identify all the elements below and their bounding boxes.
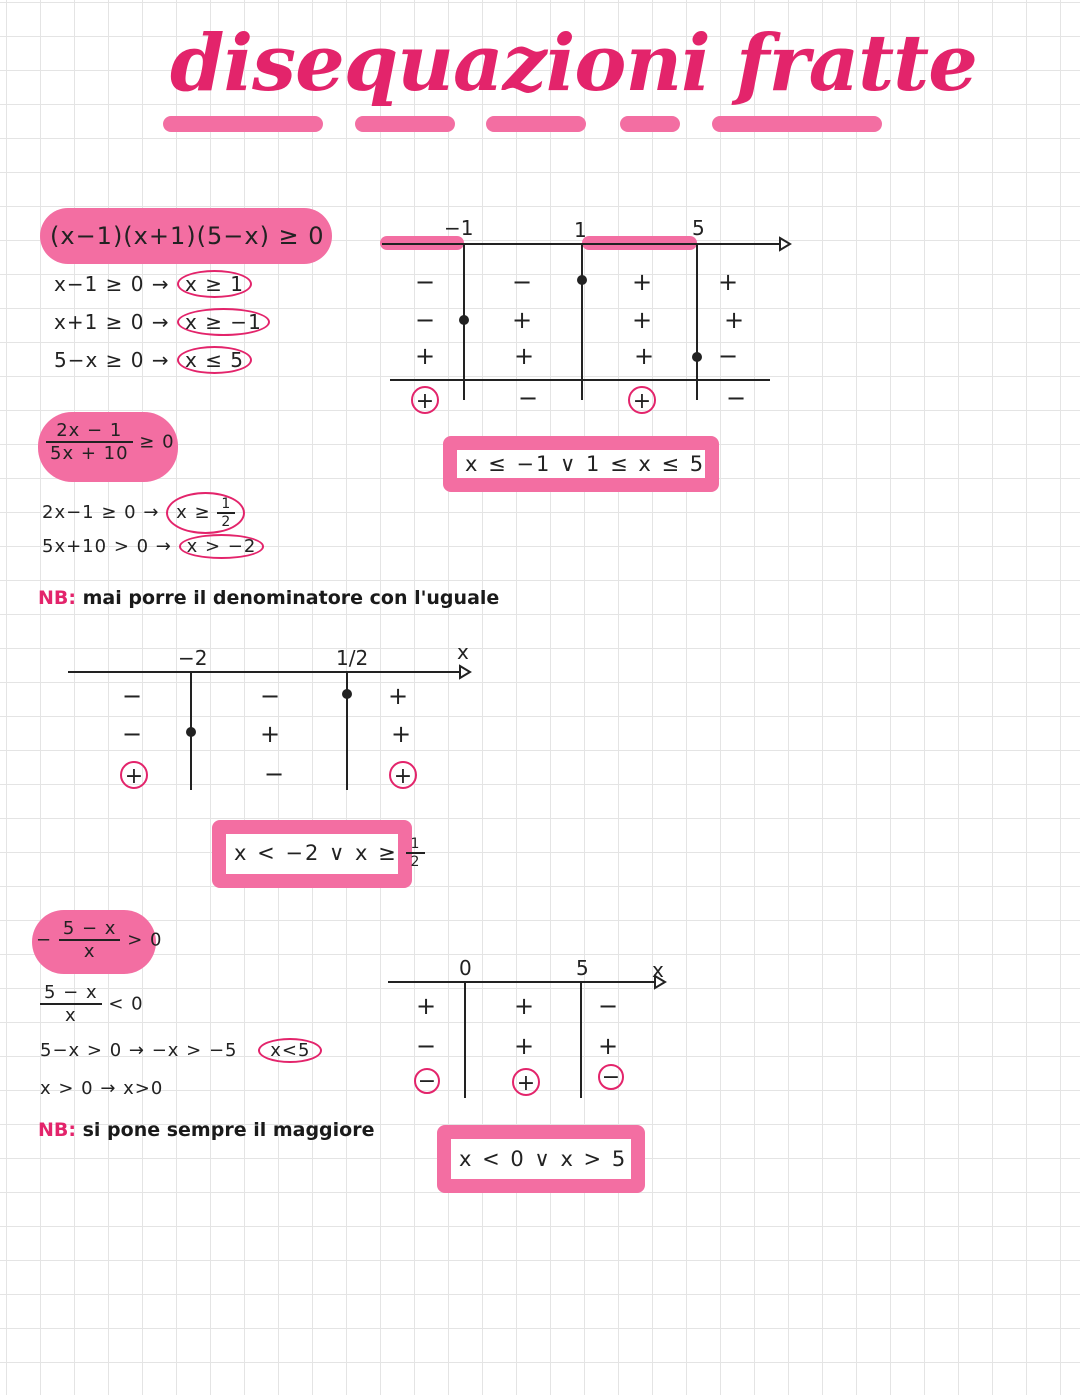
ex2-step-1-result — [166, 492, 245, 534]
ex1-tick-2: 1 — [574, 218, 587, 242]
ex3-note — [38, 1119, 374, 1141]
ex1-sign-r3c2: + — [513, 342, 535, 370]
ex1-sign-r3c3: + — [633, 342, 655, 370]
ex3-step-1 — [40, 1040, 322, 1061]
ex2-answer-num: 1 — [406, 836, 425, 854]
ex2-sign-r2c2: + — [259, 720, 281, 748]
ex2-inequality — [46, 420, 175, 464]
ex2-result-c1: + — [120, 761, 148, 789]
ex1-sign-r3c1: + — [414, 342, 436, 370]
ex2-answer-frac — [406, 836, 425, 870]
ex1-sign-r2c1: − — [414, 306, 436, 334]
ex2-tick-2: 1/2 — [336, 646, 369, 670]
title-highlight-1 — [163, 116, 323, 132]
ex3-denominator: x — [83, 941, 96, 962]
ex3-tick-2: 5 — [576, 956, 589, 980]
ex3-sign-r1c1: + — [415, 992, 437, 1020]
ex1-tick-1: −1 — [444, 216, 474, 240]
ex2-tick-1: −2 — [178, 646, 208, 670]
ex2-step-1-res-frac — [217, 496, 235, 530]
ex1-step-2-lhs: x+1 ≥ 0 → — [54, 310, 170, 334]
ex3-note-label: NB: — [38, 1119, 76, 1141]
ex3-tick-3: x — [652, 958, 664, 982]
ex2-step-2-result: x > −2 — [179, 534, 265, 559]
ex1-step-3-result: x ≤ 5 — [177, 346, 252, 374]
ex2-result-c2: − — [263, 760, 285, 788]
ex2-result-c3: + — [389, 761, 417, 789]
ex3-relation: > 0 — [127, 929, 163, 951]
ex2-sign-r1c2: − — [259, 682, 281, 710]
ex3-step-1-lhs: 5−x > 0 → −x > −5 — [40, 1040, 238, 1061]
ex1-sign-r2c4: + — [723, 306, 745, 334]
ex3-note-text: si pone sempre il maggiore — [82, 1119, 375, 1141]
ex3-relation-2: < 0 — [108, 993, 144, 1015]
ex2-answer-den: 2 — [410, 854, 422, 870]
ex3-numerator-2: 5 − x — [40, 982, 102, 1005]
ex1-dot-1 — [459, 315, 469, 325]
title-highlight-2 — [355, 116, 455, 132]
ex3-result-c2: + — [512, 1068, 540, 1096]
ex2-fraction — [46, 420, 133, 464]
ex1-equation: (x−1)(x+1)(5−x) ≥ 0 — [50, 222, 325, 250]
ex2-note — [38, 587, 499, 609]
ex1-result-c3: + — [628, 386, 656, 414]
ex2-dot-1 — [186, 727, 196, 737]
ex1-result-c2: − — [517, 384, 539, 412]
ex2-answer-main: x < −2 ∨ x ≥ — [234, 841, 398, 865]
ex2-dot-2 — [342, 689, 352, 699]
ex1-dot-2 — [577, 275, 587, 285]
ex3-inequality-2 — [40, 982, 144, 1026]
ex1-step-1-result: x ≥ 1 — [177, 270, 252, 298]
ex3-sign-r1c2: + — [513, 992, 535, 1020]
ex1-answer: x ≤ −1 ∨ 1 ≤ x ≤ 5 — [443, 436, 719, 492]
ex3-result-c3: − — [598, 1064, 624, 1090]
ex3-answer: x < 0 ∨ x > 5 — [437, 1125, 645, 1193]
ex1-step-3-lhs: 5−x ≥ 0 → — [54, 348, 170, 372]
ex3-sign-r2c2: + — [513, 1032, 535, 1060]
ex2-sign-r1c1: − — [121, 682, 143, 710]
ex2-step-2 — [42, 536, 264, 557]
ex3-sign-r2c3: + — [597, 1032, 619, 1060]
ex3-tick-1: 0 — [459, 956, 472, 980]
ex2-note-text: mai porre il denominatore con l'uguale — [82, 587, 500, 609]
ex1-step-1 — [54, 272, 252, 296]
ex2-axis-arrow — [460, 666, 470, 678]
ex3-inequality — [36, 918, 162, 962]
ex2-step-1-lhs: 2x−1 ≥ 0 → — [42, 502, 160, 523]
ex2-answer — [212, 820, 422, 888]
page-title: disequazioni fratte — [170, 18, 977, 109]
ex2-tick-3: x — [457, 640, 469, 664]
ex1-sign-r2c2: + — [511, 306, 533, 334]
title-highlight-4 — [620, 116, 680, 132]
ex1-sign-r1c1: − — [414, 268, 436, 296]
ex3-fraction — [59, 918, 121, 962]
ex1-sign-r2c3: + — [631, 306, 653, 334]
ex1-result-c1: + — [411, 386, 439, 414]
ex3-sign-r1c3: − — [597, 992, 619, 1020]
ex1-step-1-lhs: x−1 ≥ 0 → — [54, 272, 170, 296]
ex2-sign-r2c1: − — [121, 720, 143, 748]
ex2-sign-r2c3: + — [390, 720, 412, 748]
ex1-tick-3: 5 — [692, 216, 705, 240]
ex3-denominator-2: x — [64, 1005, 77, 1026]
ex2-note-label: NB: — [38, 587, 76, 609]
ex2-numerator: 2x − 1 — [46, 420, 133, 443]
ex1-axis-arrow — [780, 238, 790, 250]
ex2-step-1 — [42, 492, 245, 534]
ex1-sign-r1c2: − — [511, 268, 533, 296]
ex1-step-2 — [54, 310, 270, 334]
ex1-step-3 — [54, 348, 252, 372]
title-highlight-3 — [486, 116, 586, 132]
ex3-sign-r2c1: − — [415, 1032, 437, 1060]
ex2-denominator: 5x + 10 — [50, 443, 129, 464]
ex2-step-1-res-den: 2 — [221, 514, 232, 530]
ex1-result-c4: − — [725, 384, 747, 412]
title-highlight-5 — [712, 116, 882, 132]
ex3-minus: − — [36, 929, 53, 951]
ex2-step-1-res-x: x ≥ — [176, 502, 211, 523]
ex2-step-2-lhs: 5x+10 > 0 → — [42, 536, 172, 557]
ex1-sign-r1c3: + — [631, 268, 653, 296]
ex1-dot-3 — [692, 352, 702, 362]
ex3-numerator: 5 − x — [59, 918, 121, 941]
ex3-step-1-result: x<5 — [258, 1038, 322, 1063]
ex1-sign-r3c4: − — [717, 342, 739, 370]
ex1-step-2-result: x ≥ −1 — [177, 308, 270, 336]
ex3-fraction-2 — [40, 982, 102, 1026]
ex2-step-1-res-num: 1 — [217, 496, 235, 514]
ex3-result-c1: − — [414, 1068, 440, 1094]
ex1-sign-r1c4: + — [717, 268, 739, 296]
ex2-relation: ≥ 0 — [139, 431, 175, 453]
ex3-step-2 — [40, 1078, 163, 1099]
ex2-sign-r1c3: + — [387, 682, 409, 710]
ex3-step-2-lhs: x > 0 → x>0 — [40, 1078, 164, 1099]
